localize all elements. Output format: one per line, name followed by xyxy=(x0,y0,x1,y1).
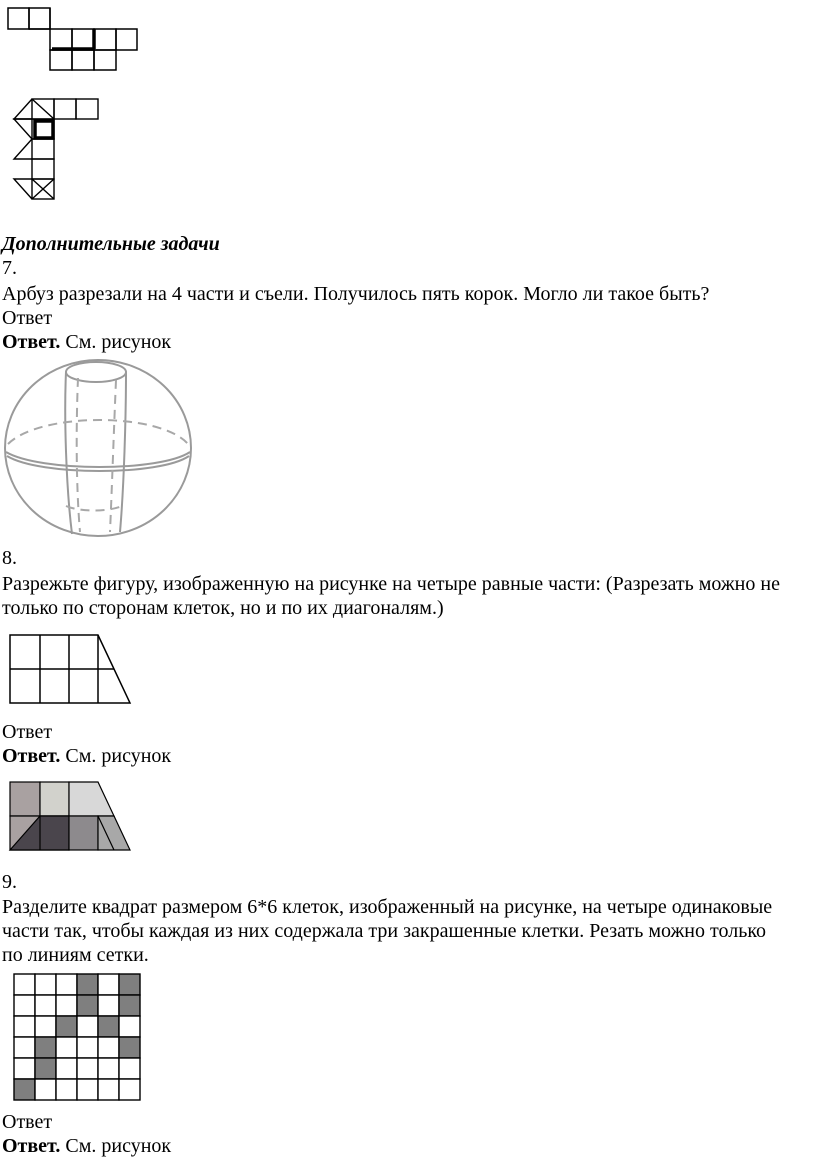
watermelon-sphere-figure xyxy=(0,356,200,542)
problem-7-answer-label: Ответ xyxy=(2,307,53,329)
answer-text: См. рисунок xyxy=(60,745,172,767)
grid-cell-shaded xyxy=(77,995,98,1016)
grid-cell-shaded xyxy=(56,1016,77,1037)
problem-9-number: 9. xyxy=(2,871,17,893)
grid-cell-shaded xyxy=(119,974,140,995)
problem-8-text-line1: Разрежьте фигуру, изображенную на рисунке на четыре равные части: (Разрезать можно не xyxy=(2,573,780,595)
grid-cell xyxy=(35,974,56,995)
grid-cell-shaded xyxy=(35,1058,56,1079)
grid-cell xyxy=(119,1016,140,1037)
answer-piece xyxy=(40,782,69,816)
grid-cell xyxy=(14,974,35,995)
section-title: Дополнительные задачи xyxy=(2,233,220,255)
grid-cell xyxy=(56,1058,77,1079)
problem-8-answer-label: Ответ xyxy=(2,721,53,743)
problem-9-answer xyxy=(2,1134,171,1158)
grid-cell-shaded xyxy=(98,1016,119,1037)
grid-cell xyxy=(35,1016,56,1037)
answer-text: См. рисунок xyxy=(60,331,172,353)
grid-cell xyxy=(35,995,56,1016)
grid-cell xyxy=(35,1079,56,1100)
problem-8-number: 8. xyxy=(2,547,17,569)
grid-cell xyxy=(56,1079,77,1100)
problem-7-text: Арбуз разрезали на 4 части и съели. Получилось пять корок. Могло ли такое быть? xyxy=(2,283,710,305)
problem-9-text-line1: Разделите квадрат размером 6*6 клеток, изображенный на рисунке, на четыре одинаковые xyxy=(2,896,773,918)
grid-cell xyxy=(14,995,35,1016)
grid-cell xyxy=(77,1037,98,1058)
grid-cell-shaded xyxy=(77,974,98,995)
problem-8-answer xyxy=(2,744,171,768)
problem-7-answer xyxy=(2,330,171,354)
answer-bold: Ответ. xyxy=(2,1135,61,1157)
answer-bold: Ответ. xyxy=(2,331,61,353)
answer-text: См. рисунок xyxy=(60,1135,172,1157)
grid-cell xyxy=(77,1058,98,1079)
grid-cell-shaded xyxy=(35,1037,56,1058)
answer-piece xyxy=(69,816,98,850)
grid-cell xyxy=(56,995,77,1016)
grid-cell xyxy=(77,1016,98,1037)
grid-6x6-figure xyxy=(0,972,150,1104)
grid-cell xyxy=(98,1079,119,1100)
grid-cell xyxy=(98,995,119,1016)
grid-cell xyxy=(119,1058,140,1079)
grid-cell xyxy=(14,1037,35,1058)
grid-cell xyxy=(77,1079,98,1100)
answer-bold: Ответ. xyxy=(2,745,61,767)
grid-cell xyxy=(98,1058,119,1079)
cube-net-figure-1 xyxy=(0,0,160,80)
answer-piece xyxy=(10,782,40,816)
answer-piece xyxy=(98,816,130,850)
grid-cell-shaded xyxy=(14,1079,35,1100)
grid-cell-shaded xyxy=(119,1037,140,1058)
grid-cell xyxy=(98,974,119,995)
trapezoid-answer-figure xyxy=(0,778,140,858)
grid-cell xyxy=(14,1058,35,1079)
problem-9-text-line2: части так, чтобы каждая из них содержала три закрашенные клетки. Резать можно только xyxy=(2,920,767,942)
problem-7-number: 7. xyxy=(2,257,17,279)
grid-cell xyxy=(56,1037,77,1058)
grid-cell xyxy=(98,1037,119,1058)
problem-8-text-line2: только по сторонам клеток, но и по их диагоналям.) xyxy=(2,597,444,619)
problem-9-answer-label: Ответ xyxy=(2,1111,53,1133)
answer-piece xyxy=(69,782,114,816)
grid-cell xyxy=(14,1016,35,1037)
problem-9-text-line3: по линиям сетки. xyxy=(2,944,149,966)
grid-cell-shaded xyxy=(119,995,140,1016)
trapezoid-grid-figure xyxy=(0,630,140,710)
grid-cell xyxy=(56,974,77,995)
cube-net-figure-2 xyxy=(0,90,120,210)
grid-cell xyxy=(119,1079,140,1100)
